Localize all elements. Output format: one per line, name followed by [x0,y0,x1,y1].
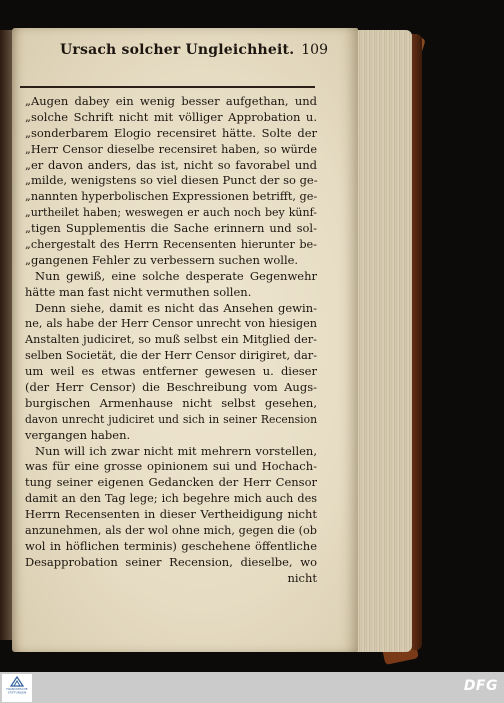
text-line: Anstalten judiciret, so muß selbst ein Mitglied der- [25,333,317,347]
text-line: Herrn Recensenten in dieser Vertheidigung nicht [25,507,317,522]
viewer-footer-bar [0,672,504,703]
running-head: Ursach solcher Ungleichheit. [60,42,295,58]
text-line: Nun will ich zwar nicht mit mehrern vorstellen, [35,443,317,458]
text-line: burgischen Armenhause nicht selbst gesehen, [25,395,317,410]
page-edges [350,30,412,652]
text-line: Denn siehe, damit es nicht das Ansehen gewin- [35,300,317,315]
text-line: tung seiner eigenen Gedancken der Herr Censor [25,475,317,490]
text-line: „gangenen Fehler zu verbessern suchen wolle. [25,252,299,267]
text-line: „er davon anders, das ist, nicht so favorabel und [25,157,317,172]
text-line: anzunehmen, als der wol ohne mich, gegen die (ob [25,524,317,538]
text-line: damit an den Tag lege; ich begehre mich auch des [25,492,317,506]
text-line: „nannten hyperbolischen Expressionen betrifft, ge- [25,190,318,204]
text-line: „milde, wenigstens so viel diesen Punct der so ge- [25,173,318,188]
text-line: „tigen Supplementis die Sache erinnern und sol- [25,221,317,236]
text-line: vergangen haben. [25,427,131,442]
text-line: (der Herr Censor) die Beschreibung vom Augs- [25,380,317,395]
text-line: selben Societät, die der Herr Censor dirigiret, dar- [25,349,317,363]
body-text [25,94,317,587]
text-line: um weil es etwas entferner gewesen u. dieser [25,364,317,379]
library-logo[interactable] [2,674,32,702]
text-line: „urtheilet haben; weswegen er auch noch bey künf- [25,206,317,220]
text-line: wol in höflichen terminis) geschehene öffentliche [25,538,317,553]
text-line: „sonderbarem Elogio recensiret hätte. Solte der [25,125,317,140]
library-logo-text: FRANCKESCHE STIFTUNGEN [6,687,28,695]
text-line: „chergestalt des Herrn Recensenten hierunter be- [25,238,317,252]
header-rule [20,86,315,88]
text-line: was für eine grosse opinionem sui und Hochach- [25,459,317,474]
text-line: hätte man fast nicht vermuthen sollen. [25,284,252,299]
catchword: nicht [287,570,317,585]
text-line: „Herr Censor dieselbe recensiret haben, so würde [25,142,317,156]
text-line: davon unrecht judiciret und sich in seiner Recension [25,412,317,426]
library-emblem-icon [10,676,24,687]
page-header [60,42,328,58]
text-line: Desapprobation seiner Recension, dieselbe, wo [25,554,317,569]
text-line: ne, als habe der Herr Censor unrecht von hiesigen [25,317,317,331]
text-line: „Augen dabey ein wenig besser aufgethan, und [25,94,317,108]
dfg-logo[interactable]: DFG [463,678,498,694]
text-line: „solche Schrift nicht mit völliger Approbation u. [25,109,317,124]
text-line: Nun gewiß, eine solche desperate Gegenwehr [35,268,317,283]
page-number: 109 [301,42,328,58]
